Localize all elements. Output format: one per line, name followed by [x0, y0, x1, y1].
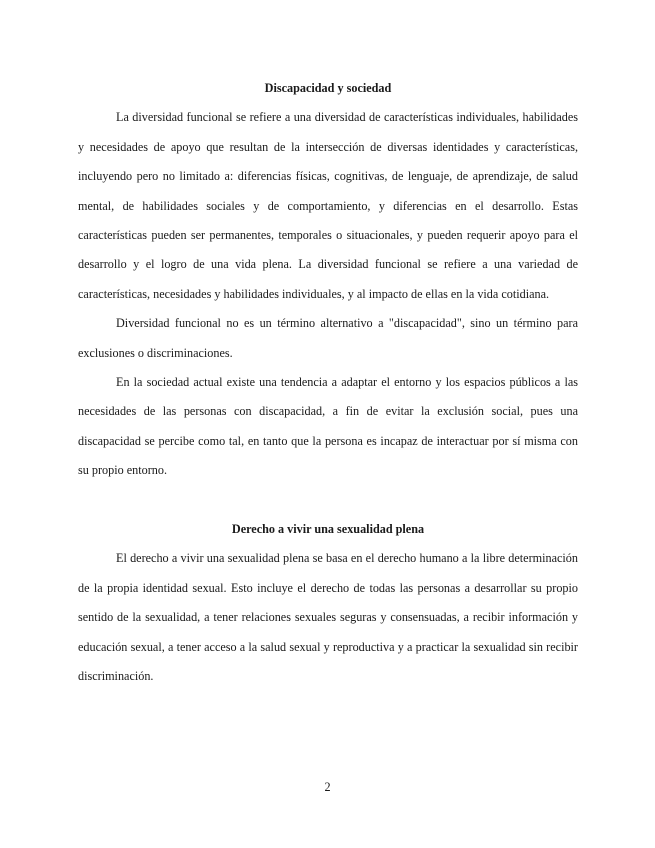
page-number: 2 — [324, 780, 331, 794]
section-heading-sexualidad: Derecho a vivir una sexualidad plena — [231, 522, 425, 537]
paragraph: En la sociedad actual existe una tendencia a adaptar el entorno y los espacios públicos a las necesidades de las personas con discapacidad, a fin de evitar la exclusión social, pues una discapacidad se percibe como tal, en tanto que la persona es incapaz de interactuar por sí misma con su propio entorno. — [78, 375, 578, 478]
page-content — [78, 74, 578, 692]
paragraph: La diversidad funcional se refiere a una diversidad de características individuales, habilidades y necesidades de apoyo que resultan de la intersección de diversas identidades y características, incluyendo pero no limitado a: diferencias físicas, cognitivas, de lenguaje, de aprendizaje, de salud mental, de habilidades sociales y de comportamiento, y diferencias en el desarrollo. Estas características pueden ser permanentes, temporales o situacionales, y pueden requerir apoyo para el desarrollo y el logro de una vida plena. La diversidad funcional se refiere a una variedad de características, necesidades y habilidades individuales, y al impacto de ellas en la vida cotidiana. — [78, 110, 578, 301]
paragraph: Diversidad funcional no es un término alternativo a "discapacidad", sino un término para exclusiones o discriminaciones. — [78, 316, 578, 360]
paragraph: El derecho a vivir una sexualidad plena se basa en el derecho humano a la libre determinación de la propia identidad sexual. Esto incluye el derecho de todas las personas a desarrollar su propio sentido de la sexualidad, a tener relaciones sexuales seguras y consensuadas, a recibir información y educación sexual, a tener acceso a la salud sexual y reproductiva y a practicar la sexualidad sin recibir discriminación. — [78, 551, 578, 684]
section-heading-discapacidad: Discapacidad y sociedad — [264, 81, 392, 95]
section-spacer — [78, 486, 578, 515]
